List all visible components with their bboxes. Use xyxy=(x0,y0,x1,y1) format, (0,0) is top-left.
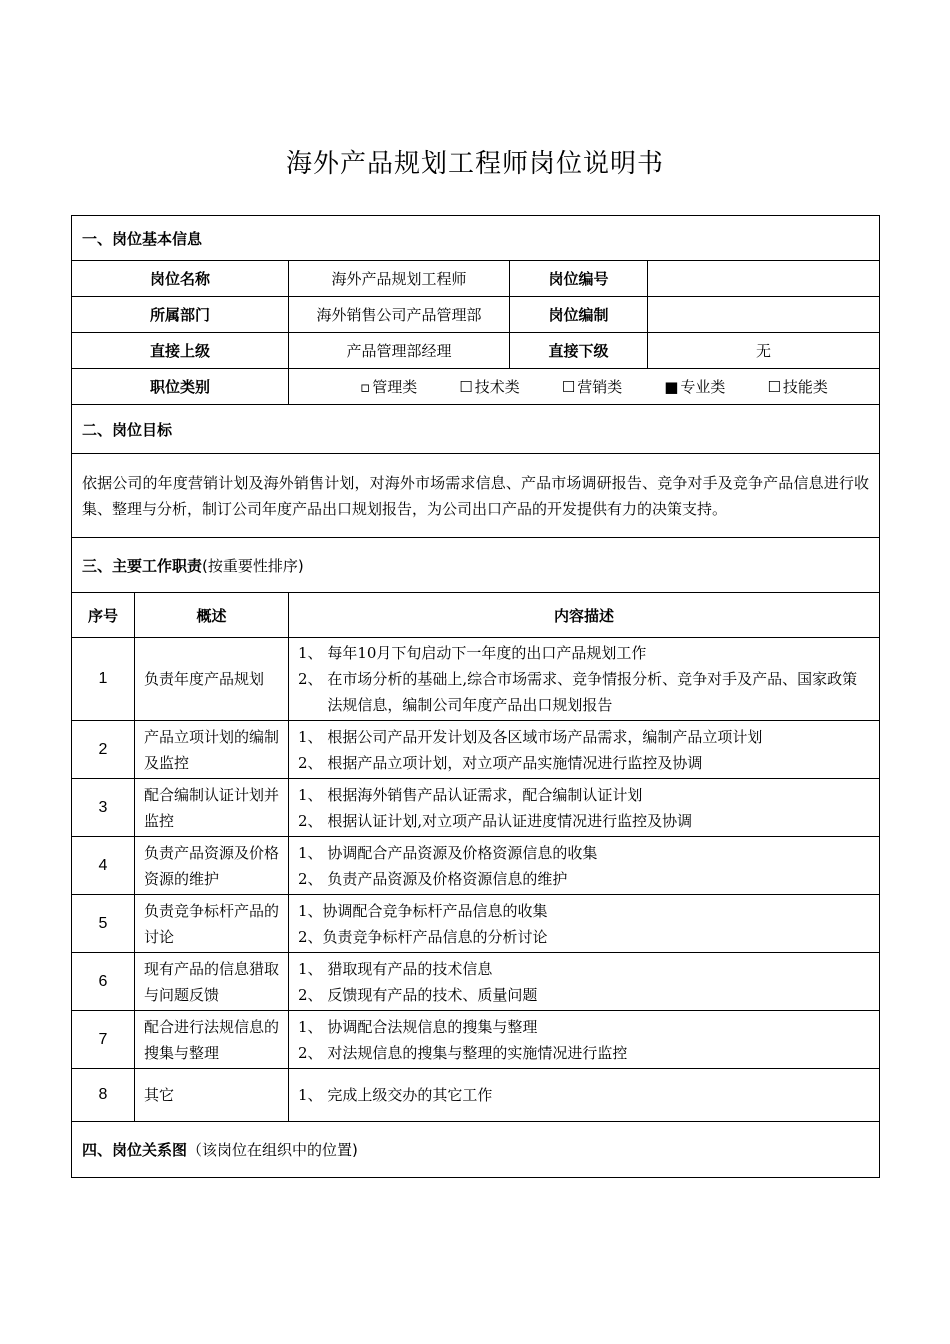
info-value: 海外产品规划工程师 xyxy=(289,261,510,297)
duty-item-number: 1、 xyxy=(298,959,328,978)
section-relations-heading xyxy=(72,1122,880,1178)
duty-item-number: 2、 xyxy=(298,811,328,830)
duties-heading-text: 三、主要工作职责 xyxy=(82,556,203,575)
category-option[interactable] xyxy=(664,376,725,397)
duty-row xyxy=(72,721,880,779)
category-row xyxy=(72,369,880,405)
duty-summary: 其它 xyxy=(135,1069,289,1122)
duty-item xyxy=(298,782,871,808)
duty-description xyxy=(289,721,880,779)
relations-heading-text: 四、岗位关系图 xyxy=(82,1141,188,1159)
duty-item-number: 1、 xyxy=(298,1086,328,1104)
duty-item-number: 2、 xyxy=(298,985,328,1004)
duty-item-text: 协调配合法规信息的搜集与整理 xyxy=(327,1017,538,1036)
objective-text: 依据公司的年度营销计划及海外销售计划，对海外市场需求信息、产品市场调研报告、竞争对手及竞争产品信息进行收集、整理与分析，制订公司年度产品出口规划报告，为公司出口产品的开发提供有力的决策支持。 xyxy=(72,454,880,538)
unchecked-box-icon[interactable]: ☐ xyxy=(459,378,473,396)
duty-item xyxy=(298,1040,871,1066)
duty-row xyxy=(72,1069,880,1122)
duty-item-text: 协调配合产品资源及价格资源信息的收集 xyxy=(327,843,598,862)
info-label: 岗位名称 xyxy=(72,261,289,297)
unchecked-box-icon[interactable]: ☐ xyxy=(767,378,781,396)
duty-item xyxy=(298,1014,871,1040)
header-summary: 概述 xyxy=(135,593,289,638)
info-label: 岗位编制 xyxy=(510,297,648,333)
duty-item-number: 2、 xyxy=(298,869,328,888)
section-objective-heading: 二、岗位目标 xyxy=(72,405,880,454)
duty-item xyxy=(298,982,871,1008)
duty-summary: 产品立项计划的编制及监控 xyxy=(135,721,289,779)
document-title: 海外产品规划工程师岗位说明书 xyxy=(285,149,664,179)
section-duties-heading xyxy=(72,538,880,593)
category-option[interactable] xyxy=(562,376,622,397)
duty-description xyxy=(289,638,880,721)
duty-row xyxy=(72,638,880,721)
checked-box-icon[interactable]: ■ xyxy=(664,378,679,396)
duty-item-number: 2、 xyxy=(298,670,328,688)
duty-row xyxy=(72,837,880,895)
duty-description xyxy=(289,1069,880,1122)
duty-summary: 负责产品资源及价格资源的维护 xyxy=(135,837,289,895)
duty-item-number: 1、 xyxy=(298,785,328,804)
duty-row xyxy=(72,779,880,837)
category-option-label: 技能类 xyxy=(782,378,828,396)
duty-item-text: 负责竞争标杆产品信息的分析讨论 xyxy=(322,927,548,946)
duty-item-text: 根据产品立项计划，对立项产品实施情况进行监控及协调 xyxy=(327,753,703,772)
duty-item-text: 根据公司产品开发计划及各区域市场产品需求，编制产品立项计划 xyxy=(327,727,763,746)
duty-row xyxy=(72,895,880,953)
duty-number: 2 xyxy=(72,721,135,779)
relations-heading-note: （该岗位在组织中的位置) xyxy=(187,1141,358,1159)
info-row xyxy=(72,333,880,369)
category-options xyxy=(289,369,880,405)
duty-item xyxy=(298,666,871,718)
duty-item-text: 对法规信息的搜集与整理的实施情况进行监控 xyxy=(327,1043,628,1062)
duty-item-text: 完成上级交办的其它工作 xyxy=(327,1086,493,1104)
duty-row xyxy=(72,953,880,1011)
duty-number: 8 xyxy=(72,1069,135,1122)
duty-number: 1 xyxy=(72,638,135,721)
unchecked-box-icon[interactable]: ▫ xyxy=(360,378,371,396)
duty-description xyxy=(289,953,880,1011)
duty-item xyxy=(298,924,871,950)
info-label: 岗位编号 xyxy=(510,261,648,297)
duty-summary: 现有产品的信息猎取与问题反馈 xyxy=(135,953,289,1011)
info-value xyxy=(648,261,880,297)
duty-item-number: 1、 xyxy=(298,1017,328,1036)
category-option-label: 专业类 xyxy=(680,378,726,396)
info-row xyxy=(72,261,880,297)
info-value: 海外销售公司产品管理部 xyxy=(289,297,510,333)
duties-heading-note: (按重要性排序) xyxy=(202,556,304,575)
duty-item-text: 负责产品资源及价格资源信息的维护 xyxy=(327,869,568,888)
duty-description xyxy=(289,837,880,895)
duties-header-row xyxy=(72,593,880,638)
duty-item xyxy=(298,840,871,866)
category-option[interactable] xyxy=(360,376,417,397)
duty-number: 6 xyxy=(72,953,135,1011)
category-option-label: 营销类 xyxy=(577,378,623,396)
duty-item xyxy=(298,956,871,982)
duty-item xyxy=(298,724,871,750)
duty-number: 7 xyxy=(72,1011,135,1069)
job-description-table xyxy=(71,215,880,1178)
info-value xyxy=(648,297,880,333)
duty-number: 5 xyxy=(72,895,135,953)
duty-item xyxy=(298,750,871,776)
duty-item-number: 2、 xyxy=(298,753,328,772)
duty-item xyxy=(298,866,871,892)
duty-item xyxy=(298,898,871,924)
category-label: 职位类别 xyxy=(72,369,289,405)
info-label: 所属部门 xyxy=(72,297,289,333)
info-label: 直接下级 xyxy=(510,333,648,369)
duty-item xyxy=(298,1082,871,1108)
duty-item-number: 1、 xyxy=(298,843,328,862)
category-option[interactable] xyxy=(767,376,827,397)
duty-description xyxy=(289,779,880,837)
duty-description xyxy=(289,895,880,953)
category-option[interactable] xyxy=(459,376,519,397)
duty-summary: 负责年度产品规划 xyxy=(135,638,289,721)
duty-item-text: 每年10月下旬启动下一年度的出口产品规划工作 xyxy=(327,644,647,662)
duty-item xyxy=(298,808,871,834)
info-label: 直接上级 xyxy=(72,333,289,369)
info-value: 无 xyxy=(648,333,880,369)
duty-number: 4 xyxy=(72,837,135,895)
section-basic-info-heading: 一、岗位基本信息 xyxy=(72,216,880,261)
duty-item-text: 根据认证计划,对立项产品认证进度情况进行监控及协调 xyxy=(327,811,693,830)
duty-item-number: 2、 xyxy=(298,927,323,946)
info-row xyxy=(72,297,880,333)
duty-item-text: 猎取现有产品的技术信息 xyxy=(327,959,493,978)
duty-item-number: 2、 xyxy=(298,1043,328,1062)
duty-item-text: 协调配合竞争标杆产品信息的收集 xyxy=(322,901,548,920)
category-option-label: 技术类 xyxy=(474,378,520,396)
category-option-label: 管理类 xyxy=(372,378,418,396)
duty-summary: 配合编制认证计划并监控 xyxy=(135,779,289,837)
duty-item-text: 在市场分析的基础上,综合市场需求、竞争情报分析、竞争对手及产品、国家政策法规信息，编制公司年度产品出口规划报告 xyxy=(327,670,858,714)
duty-row xyxy=(72,1011,880,1069)
unchecked-box-icon[interactable]: ☐ xyxy=(561,378,576,396)
header-description: 内容描述 xyxy=(289,593,880,638)
duty-summary: 配合进行法规信息的搜集与整理 xyxy=(135,1011,289,1069)
info-value: 产品管理部经理 xyxy=(289,333,510,369)
duty-item-number: 1、 xyxy=(298,901,323,920)
duty-item-text: 反馈现有产品的技术、质量问题 xyxy=(327,985,538,1004)
duty-item-number: 1、 xyxy=(298,727,328,746)
duty-item-number: 1、 xyxy=(298,644,328,662)
duty-item xyxy=(298,640,871,666)
duty-number: 3 xyxy=(72,779,135,837)
duty-item-text: 根据海外销售产品认证需求，配合编制认证计划 xyxy=(327,785,643,804)
duty-description xyxy=(289,1011,880,1069)
duty-summary: 负责竞争标杆产品的讨论 xyxy=(135,895,289,953)
header-num: 序号 xyxy=(72,593,135,638)
